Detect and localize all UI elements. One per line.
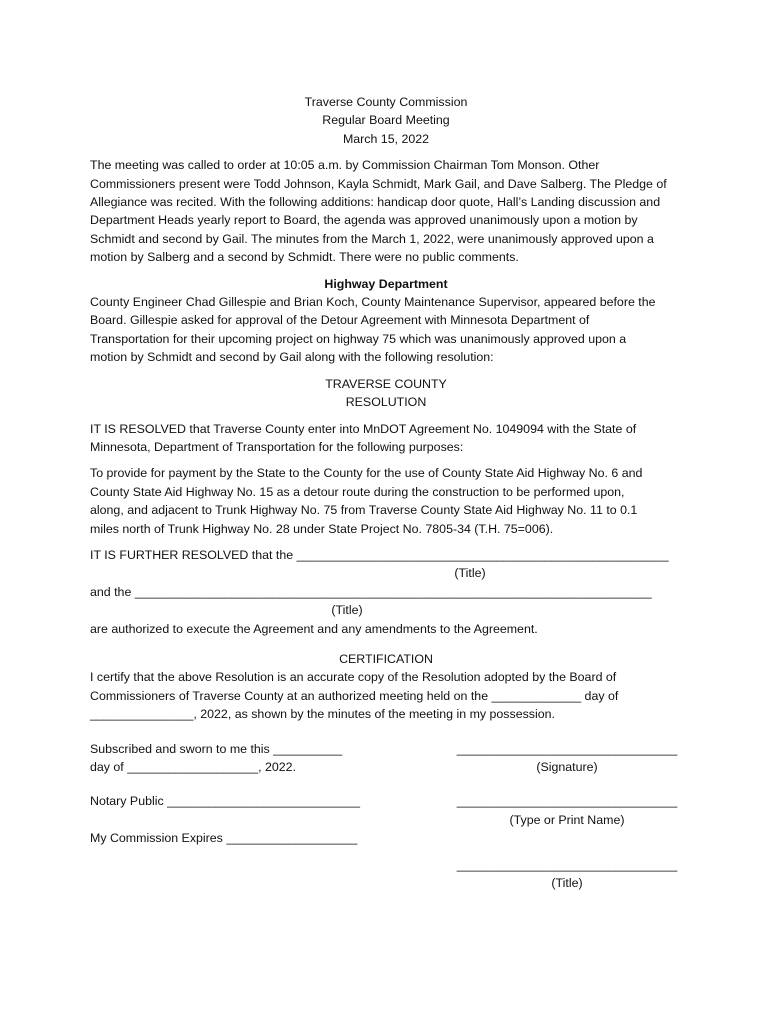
- further-resolved-line: IT IS FURTHER RESOLVED that the ______________________________________________________: [90, 547, 669, 562]
- purpose-line: along, and adjacent to Trunk Highway No. 75 from Traverse County State Aid Highway No. 11 to 0.1: [90, 503, 638, 518]
- notary-row: [90, 792, 682, 829]
- highway-heading: Highway Department: [324, 276, 448, 291]
- signature-field: ________________________________: [456, 741, 678, 756]
- resolution-title: RESOLUTION: [345, 395, 427, 410]
- document-page: [90, 93, 682, 892]
- signature-label: (Signature): [536, 760, 598, 774]
- purpose-line: miles north of Trunk Highway No. 28 under State Project No. 7805-34 (T.H. 75=006).: [90, 521, 554, 536]
- print-name-label: (Type or Print Name): [509, 812, 625, 827]
- intro-line: Allegiance was recited. With the following additions: handicap door quote, Hall’s Landing discussion and: [90, 195, 661, 210]
- intro-line: Schmidt and second by Gail. The minutes from the March 1, 2022, were unanimously approved upon a: [90, 231, 654, 246]
- certification-line: Commissioners of Traverse County at an authorized meeting held on the _____________ day of: [90, 688, 619, 703]
- subscribed-day-line: day of ___________________, 2022.: [90, 760, 297, 774]
- authorized-line: are authorized to execute the Agreement and any amendments to the Agreement.: [90, 621, 538, 636]
- certification-line: _______________, 2022, as shown by the minutes of the meeting in my possession.: [90, 707, 555, 722]
- resolved-line: IT IS RESOLVED that Traverse County enter into MnDOT Agreement No. 1049094 with the State of: [90, 421, 637, 436]
- header-org: Traverse County Commission: [304, 95, 468, 109]
- resolution-title-county: TRAVERSE COUNTY: [325, 376, 447, 391]
- certification-line: I certify that the above Resolution is an accurate copy of the Resolution adopted by the Board of: [90, 670, 617, 685]
- resolved-line: Minnesota, Department of Transportation for the following purposes:: [90, 439, 464, 454]
- highway-line: Transportation for their upcoming project on highway 75 which was unanimously approved upon a: [90, 331, 627, 346]
- resolved-paragraph: [90, 420, 682, 457]
- purpose-line: County State Aid Highway No. 15 as a detour route during the construction to be performed upon,: [90, 484, 625, 499]
- title-field-label: (Title): [551, 876, 583, 891]
- header-date: March 15, 2022: [342, 131, 430, 146]
- highway-line: motion by Schmidt and second by Gail along with the following resolution:: [90, 350, 494, 365]
- subscribed-line: Subscribed and sworn to me this __________: [90, 741, 343, 756]
- print-name-field: ________________________________: [456, 794, 678, 809]
- title-signature-row: [90, 856, 682, 893]
- purpose-line: To provide for payment by the State to the County for the use of County State Aid Highway No. 6 and: [90, 466, 643, 481]
- intro-line: Commissioners present were Todd Johnson, Kayla Schmidt, Mark Gail, and Dave Salberg. The Pledge of: [90, 176, 667, 191]
- commission-row: [90, 829, 682, 847]
- highway-line: County Engineer Chad Gillespie and Brian Koch, County Maintenance Supervisor, appeared before the: [90, 295, 656, 310]
- and-the-line: and the ___________________________________________________________________________: [90, 584, 652, 599]
- commission-expires-line: My Commission Expires ___________________: [90, 831, 358, 846]
- purpose-paragraph: [90, 464, 682, 538]
- notary-public-line: Notary Public ____________________________: [90, 794, 361, 809]
- intro-line: Department Heads yearly report to Board, the agenda was approved unanimously upon a motion by: [90, 213, 638, 228]
- intro-line: The meeting was called to order at 10:05 a.m. by Commission Chairman Tom Monson. Other: [90, 158, 600, 173]
- title-field: ________________________________: [456, 857, 678, 872]
- title-label: (Title): [331, 603, 363, 618]
- certification-title: CERTIFICATION: [339, 651, 433, 666]
- intro-paragraph: [90, 156, 682, 266]
- highway-paragraph: [90, 293, 682, 367]
- header-meeting: Regular Board Meeting: [322, 113, 450, 128]
- intro-line: motion by Salberg and a second by Schmidt. There were no public comments.: [90, 250, 519, 265]
- certification-paragraph: [90, 668, 682, 723]
- signature-row: [90, 740, 682, 777]
- document-header: [90, 93, 682, 148]
- highway-line: Board. Gillespie asked for approval of the Detour Agreement with Minnesota Department of: [90, 313, 590, 328]
- title-label: (Title): [454, 566, 486, 581]
